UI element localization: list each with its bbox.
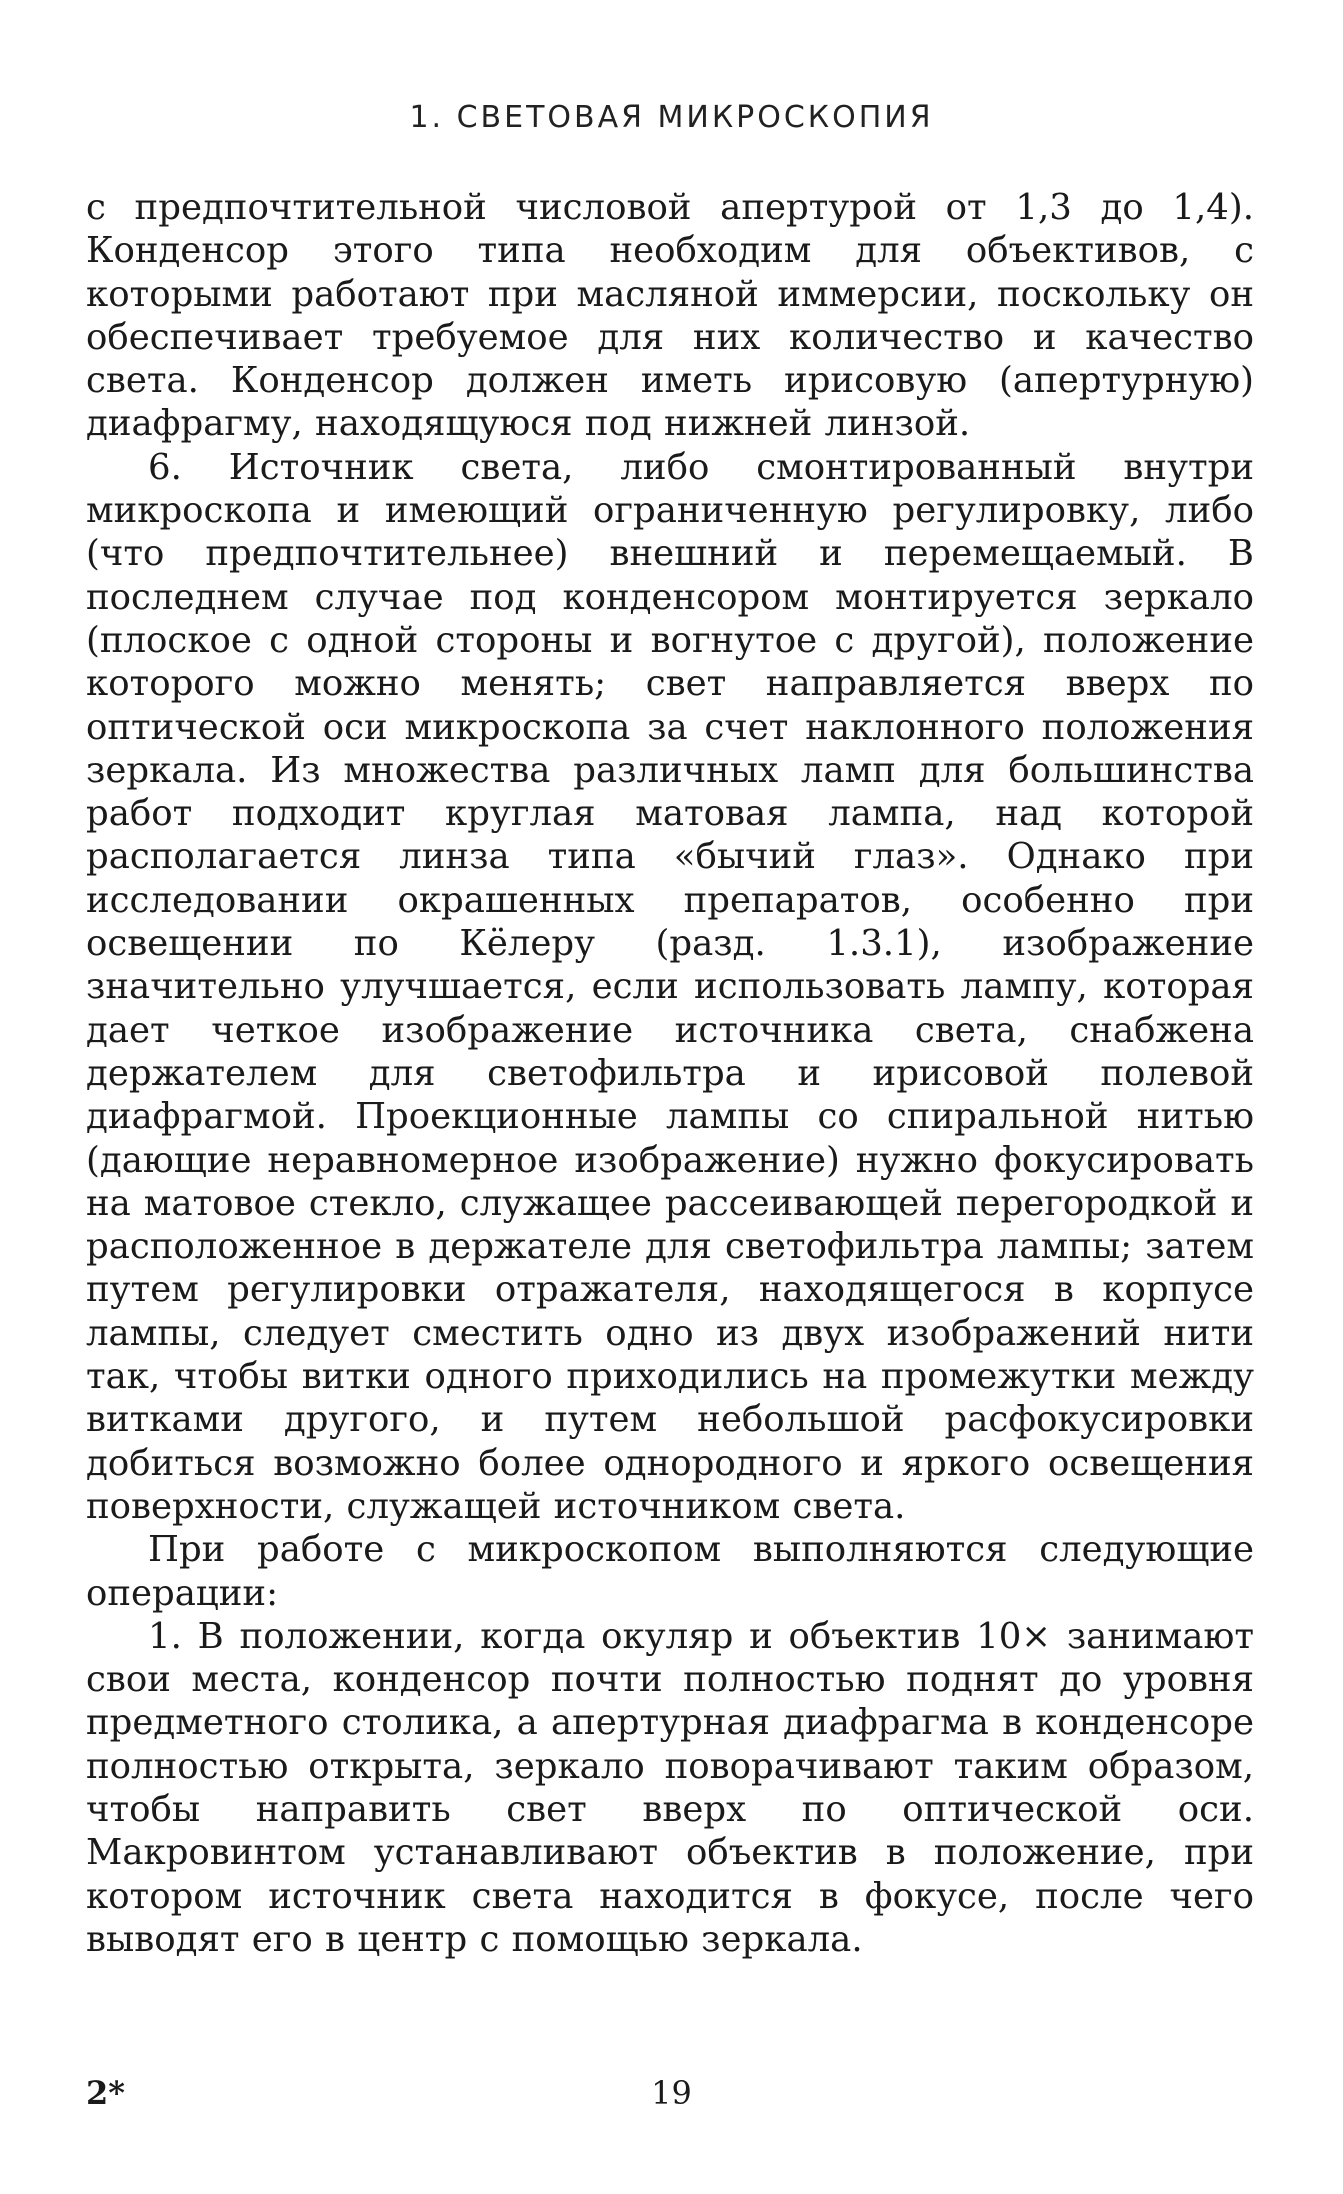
paragraph-light-source: 6. Источник света, либо смонтированный внутри микроскопа и имеющий ограниченную регулировку, либо (что предпочтительнее) внешний и перемещаемый. В последнем случае под конденсором монтируется зеркало (плоское с одной стороны и вогнутое с другой), положение которого можно менять; свет направляется вверх по оптической оси микроскопа за счет наклонного положения зеркала. Из множества различных ламп для большинства работ подходит круглая матовая лампа, над которой располагается линза типа «бычий глаз». Однако при исследовании окрашенных препаратов, особенно при освещении по Кёлеру (разд. 1.3.1), изображение значительно улучшается, если использовать лампу, которая дает четкое изображение источника света, снабжена держателем для светофильтра и ирисовой полевой диафрагмой. Проекционные лампы со спиральной нитью (дающие неравномерное изображение) нужно фокусировать на матовое стекло, служащее рассеивающей перегородкой и расположенное в держателе для светофильтра лампы; затем путем регулировки отражателя, находящегося в корпусе лампы, следует сместить одно из двух изображений нити так, чтобы витки одного приходились на промежутки между витками другого, и путем небольшой расфокусировки добиться возможно более однородного и яркого освещения поверхности, служащей источником света. xyxy=(86,446,1254,1527)
running-head: 1. СВЕТОВАЯ МИКРОСКОПИЯ xyxy=(409,100,934,135)
body-text xyxy=(86,186,1254,1961)
page-number: 19 xyxy=(651,2074,692,2112)
paragraph-condenser: с предпочтительной числовой апертурой от 1,3 до 1,4). Конденсор этого типа необходим для объективов, с которыми работают при масляной иммерсии, поскольку он обеспечивает требуемое для них количество и качество света. Конденсор должен иметь ирисовую (апертурную) диафрагму, находящуюся под нижней линзой. xyxy=(86,187,1254,445)
signature-mark: 2* xyxy=(86,2074,125,2112)
paragraph-operations-intro: При работе с микроскопом выполняются следующие операции: xyxy=(86,1529,1254,1614)
paragraph-operation-1: 1. В положении, когда окуляр и объектив 10× занимают свои места, конденсор почти полностью поднят до уровня предметного столика, а апертурная диафрагма в конденсоре полностью открыта, зеркало поворачивают таким образом, чтобы направить свет вверх по оптической оси. Макровинтом устанавливают объектив в положение, при котором источник света находится в фокусе, после чего выводят его в центр с помощью зеркала. xyxy=(86,1615,1254,1960)
